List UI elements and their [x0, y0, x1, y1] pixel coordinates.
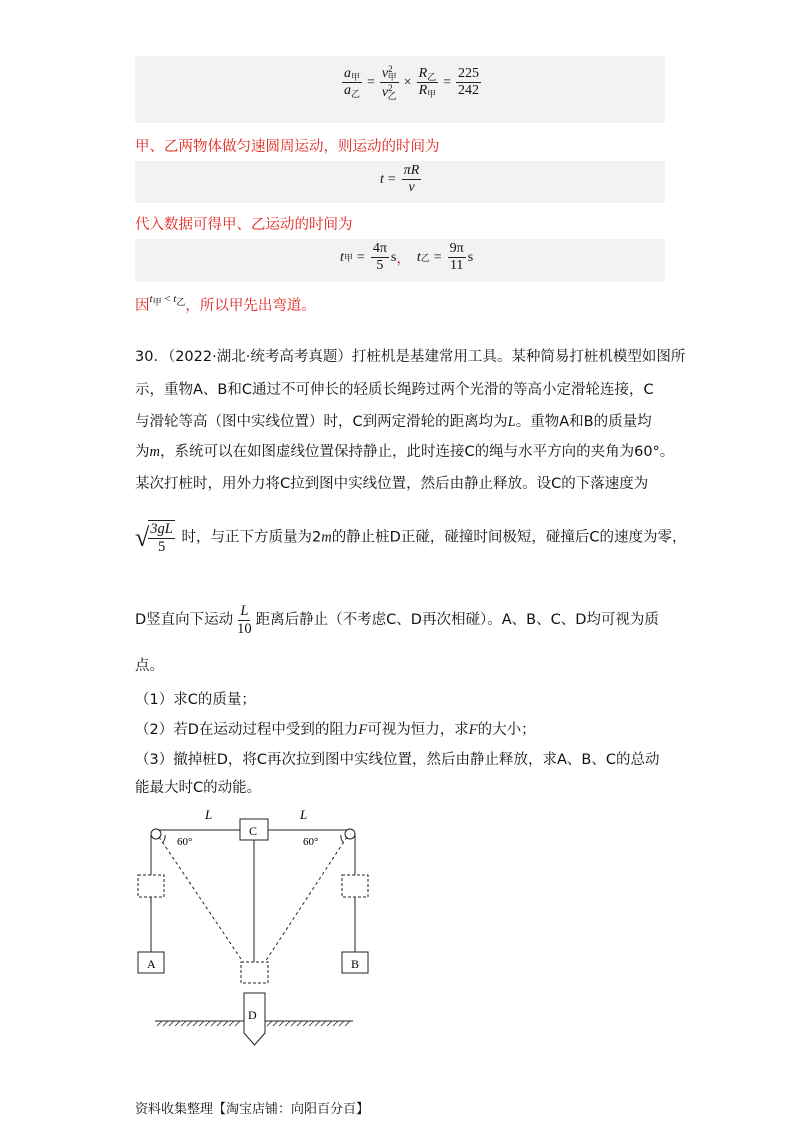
angle-label-right: 60°	[303, 836, 319, 848]
sub-yi: 乙	[351, 89, 361, 100]
denominator: v	[408, 180, 415, 196]
numerator: 3gL	[150, 521, 173, 537]
sqrt-fraction	[148, 520, 175, 555]
sqrt-expression	[135, 520, 177, 555]
rope-left-dashed	[159, 837, 243, 962]
text: 可视为恒力，求	[367, 722, 469, 738]
sub-jia: 甲	[427, 89, 437, 100]
acceleration-ratio-equation	[340, 64, 483, 102]
separator: ，	[396, 251, 411, 268]
problem-line-5: 某次打桩时，用外力将C拉到图中实线位置，然后由静止释放。设C的下落速度为	[135, 476, 649, 492]
unit-seconds: s	[467, 249, 474, 265]
sub-yi: 乙	[427, 72, 437, 82]
text: 。重物A和B的质量均	[515, 414, 652, 430]
conclusion-suffix: ，所以甲先出弯道。	[185, 298, 316, 314]
numerator: L	[240, 603, 249, 619]
inequality-inline	[150, 293, 186, 305]
sub-yi: 乙	[176, 297, 186, 307]
problem-line-6	[135, 520, 686, 555]
angle-label-left: 60°	[177, 836, 193, 848]
label-C: C	[249, 824, 258, 838]
equals-sign: =	[443, 74, 452, 90]
var-m: m	[321, 529, 332, 546]
problem-line-2: 示，重物A、B和C通过不可伸长的轻质长绳跨过两个光滑的等高小定滑轮连接，C	[135, 382, 654, 398]
text: 为	[135, 444, 150, 460]
times-sign: ×	[403, 74, 412, 90]
var-F: F	[468, 722, 478, 738]
question-3-line-2: 能最大时C的动能。	[135, 780, 262, 796]
numerator: 4π	[371, 241, 389, 258]
a-jia: a	[344, 66, 351, 81]
less-than: <	[161, 293, 174, 305]
block-B-dashed	[342, 875, 368, 897]
var-m: m	[149, 444, 160, 460]
times-result-equation	[340, 241, 473, 274]
fraction-L-10	[235, 603, 254, 637]
solution-text-time-intro: 甲、乙两物体做匀速圆周运动，则运动的时间为	[135, 139, 440, 155]
a-yi: a	[344, 83, 351, 99]
text: 的大小；	[477, 722, 536, 738]
text: 的静止桩D正碰，碰撞时间极短，碰撞后C的速度为零，	[331, 529, 687, 546]
equals-sign: =	[387, 171, 396, 187]
square: 2	[388, 83, 393, 94]
var-L: L	[507, 414, 516, 430]
text: ，系统可以在如图虚线位置保持静止，此时连接C的绳与水平方向的夹角为60°。	[159, 444, 675, 460]
formula-box-acceleration-ratio	[135, 56, 665, 123]
sqrt-symbol: √	[135, 522, 150, 552]
formula-box-time	[135, 161, 665, 203]
var-F: F	[358, 722, 368, 738]
question-2	[135, 718, 536, 739]
t-jia: t	[340, 249, 344, 265]
equals-sign: =	[433, 249, 442, 265]
numerator: πR	[402, 163, 422, 180]
equals-sign: =	[367, 74, 375, 90]
conclusion-prefix: 因	[135, 298, 150, 314]
block-C-dashed	[241, 962, 268, 983]
text: D竖直向下运动	[135, 612, 234, 629]
result-numerator: 225	[456, 66, 481, 83]
numerator: 9π	[448, 241, 466, 258]
label-D: D	[248, 1008, 257, 1022]
v-jia: v	[381, 66, 389, 81]
t-yi: t	[173, 293, 177, 305]
v-yi: v	[381, 85, 389, 101]
formula-box-times-result	[135, 239, 665, 282]
question-1: （1）求C的质量；	[135, 692, 256, 708]
problem-line-3	[135, 410, 652, 431]
block-A-dashed	[138, 875, 164, 897]
sub-jia: 甲	[152, 297, 162, 307]
fraction-pi-r-over-v	[402, 163, 422, 196]
fraction-a-ratio	[342, 66, 362, 100]
sub-jia: 甲	[351, 72, 361, 82]
denominator: 5	[157, 538, 166, 555]
footer-source: 资料收集整理【淘宝店铺：向阳百分百】	[135, 1102, 370, 1117]
solution-text-substitute: 代入数据可得甲、乙运动的时间为	[135, 217, 353, 233]
sub-yi: 乙	[420, 253, 430, 264]
denominator: 10	[237, 620, 252, 637]
solution-conclusion	[135, 294, 316, 316]
problem-line-1: 30．（2022·湖北·统考高考真题）打桩机是基建常用工具。某种简易打桩机模型如图所	[135, 349, 686, 365]
text: 距离后静止（不考虑C、D再次相碰）。A、B、C、D均可视为质	[255, 612, 659, 629]
text: （2）若D在运动过程中受到的阻力	[135, 722, 359, 738]
fraction-v-ratio	[380, 64, 399, 102]
question-3-line-1: （3）撤掉桩D，将C再次拉到图中实线位置，然后由静止释放，求A、B、C的总动	[135, 752, 660, 768]
fraction-9pi-11	[448, 241, 466, 274]
fraction-4pi-5	[371, 241, 389, 274]
problem-line-8: 点。	[135, 658, 164, 674]
t-yi: t	[416, 249, 421, 265]
denominator: 5	[376, 258, 384, 274]
label-B: B	[351, 957, 360, 971]
t-jia: t	[149, 293, 153, 305]
result-denominator: 242	[458, 83, 480, 99]
sub-jia: 甲	[343, 253, 353, 264]
label-L-right: L	[300, 807, 308, 822]
sub-jia: 甲	[387, 72, 397, 82]
unit-seconds: s	[390, 249, 397, 265]
square: 2	[388, 64, 393, 74]
sub-yi: 乙	[387, 91, 397, 102]
label-L-left: L	[205, 807, 213, 822]
fraction-r-ratio	[417, 66, 439, 100]
rope-right-dashed	[265, 837, 347, 962]
text: 与滑轮等高（图中实线位置）时，C到两定滑轮的距离均为	[135, 414, 508, 430]
r-yi: R	[418, 66, 428, 81]
angle-arc-right	[341, 835, 344, 843]
time-equation	[380, 163, 423, 196]
label-A: A	[147, 957, 156, 971]
problem-line-7	[135, 603, 659, 637]
denominator: 11	[449, 258, 464, 274]
text: 时，与正下方质量为2	[176, 529, 322, 546]
equals-sign: =	[356, 249, 365, 265]
problem-line-4	[135, 440, 674, 461]
pile-driver-figure	[135, 805, 375, 1055]
r-jia: R	[418, 83, 428, 99]
angle-arc-left	[162, 835, 165, 843]
fraction-result	[456, 66, 481, 99]
t-symbol: t	[380, 171, 384, 187]
